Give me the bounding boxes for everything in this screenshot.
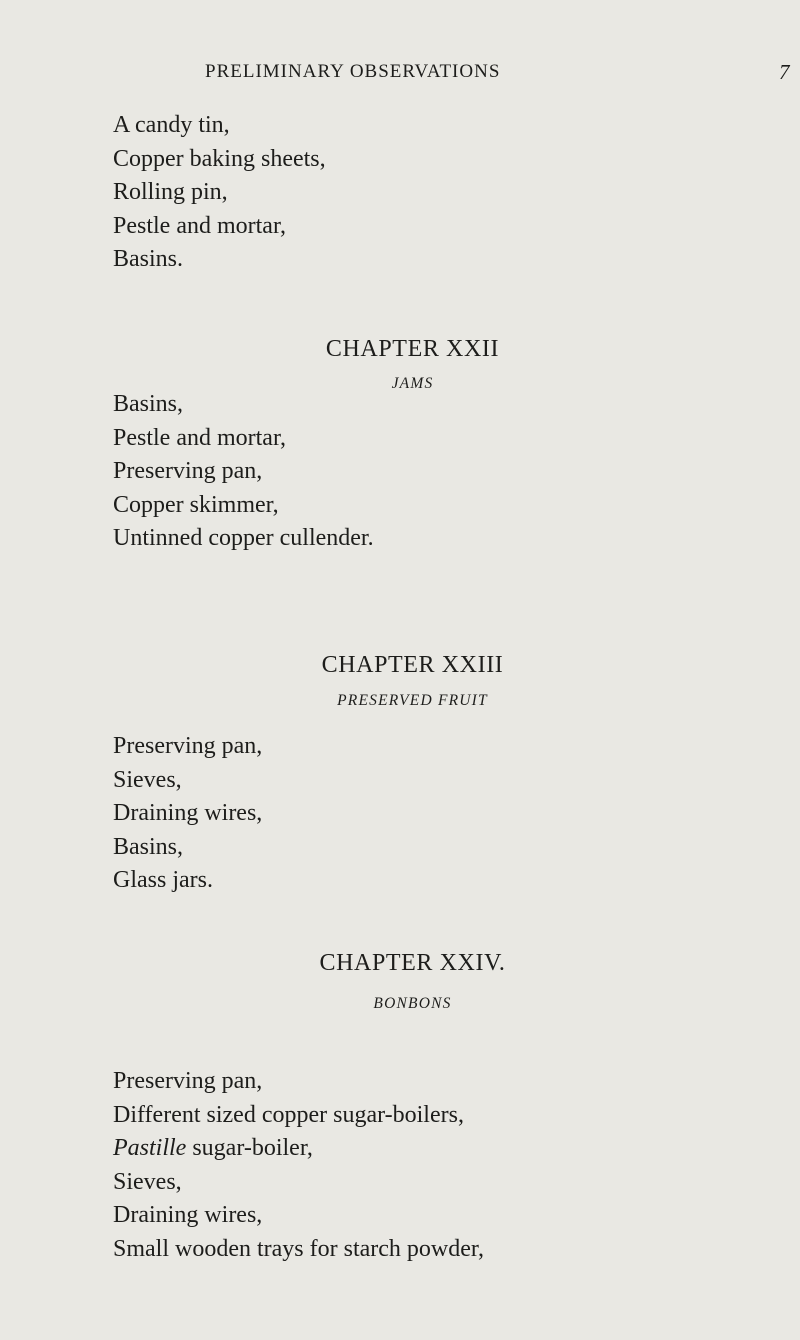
equipment-list-top (113, 109, 326, 277)
chapter-heading-xxii: CHAPTER XXII (325, 336, 500, 362)
list-item: Different sized copper sugar-boilers, (113, 1101, 464, 1128)
running-head: PRELIMINARY OBSERVATIONS (205, 61, 501, 82)
page-number: 7 (779, 60, 790, 84)
list-item: Rolling pin, (113, 179, 228, 206)
chapter-heading-xxiv: CHAPTER XXIV. (319, 950, 506, 976)
list-item: Glass jars. (113, 867, 213, 894)
list-item: Basins, (113, 833, 184, 860)
list-item: A candy tin, (113, 112, 230, 138)
list-item: Preserving pan, (113, 1068, 263, 1094)
chapter-subtitle-preserved-fruit: PRESERVED FRUIT (337, 692, 488, 709)
italic-term: Pastille (113, 1135, 187, 1162)
list-item: Pestle and mortar, (113, 212, 286, 239)
list-item: Copper baking sheets, (113, 145, 326, 172)
list-item: Preserving pan, (113, 458, 263, 485)
list-item-text: sugar-boiler, (192, 1135, 313, 1162)
chapter-heading-xxiii: CHAPTER XXIII (321, 652, 504, 678)
list-item: Sieves, (113, 1168, 182, 1195)
list-item: Copper skimmer, (113, 491, 279, 518)
list-item (113, 1132, 484, 1166)
list-item: Basins, (113, 391, 184, 417)
chapter-subtitle-bonbons: BONBONS (373, 995, 452, 1012)
chapter-subtitle-jams: JAMS (391, 375, 434, 392)
list-item: Pestle and mortar, (113, 424, 286, 451)
equipment-list-bonbons (113, 1065, 484, 1267)
list-item: Small wooden trays for starch powder, (113, 1235, 484, 1262)
list-item: Preserving pan, (113, 733, 263, 759)
list-item: Draining wires, (113, 800, 263, 827)
equipment-list-jams (113, 388, 374, 556)
list-item: Basins. (113, 246, 184, 273)
equipment-list-preserved-fruit (113, 730, 262, 898)
list-item: Sieves, (113, 766, 182, 793)
list-item: Untinned copper cullender. (113, 525, 374, 552)
list-item: Draining wires, (113, 1202, 263, 1229)
